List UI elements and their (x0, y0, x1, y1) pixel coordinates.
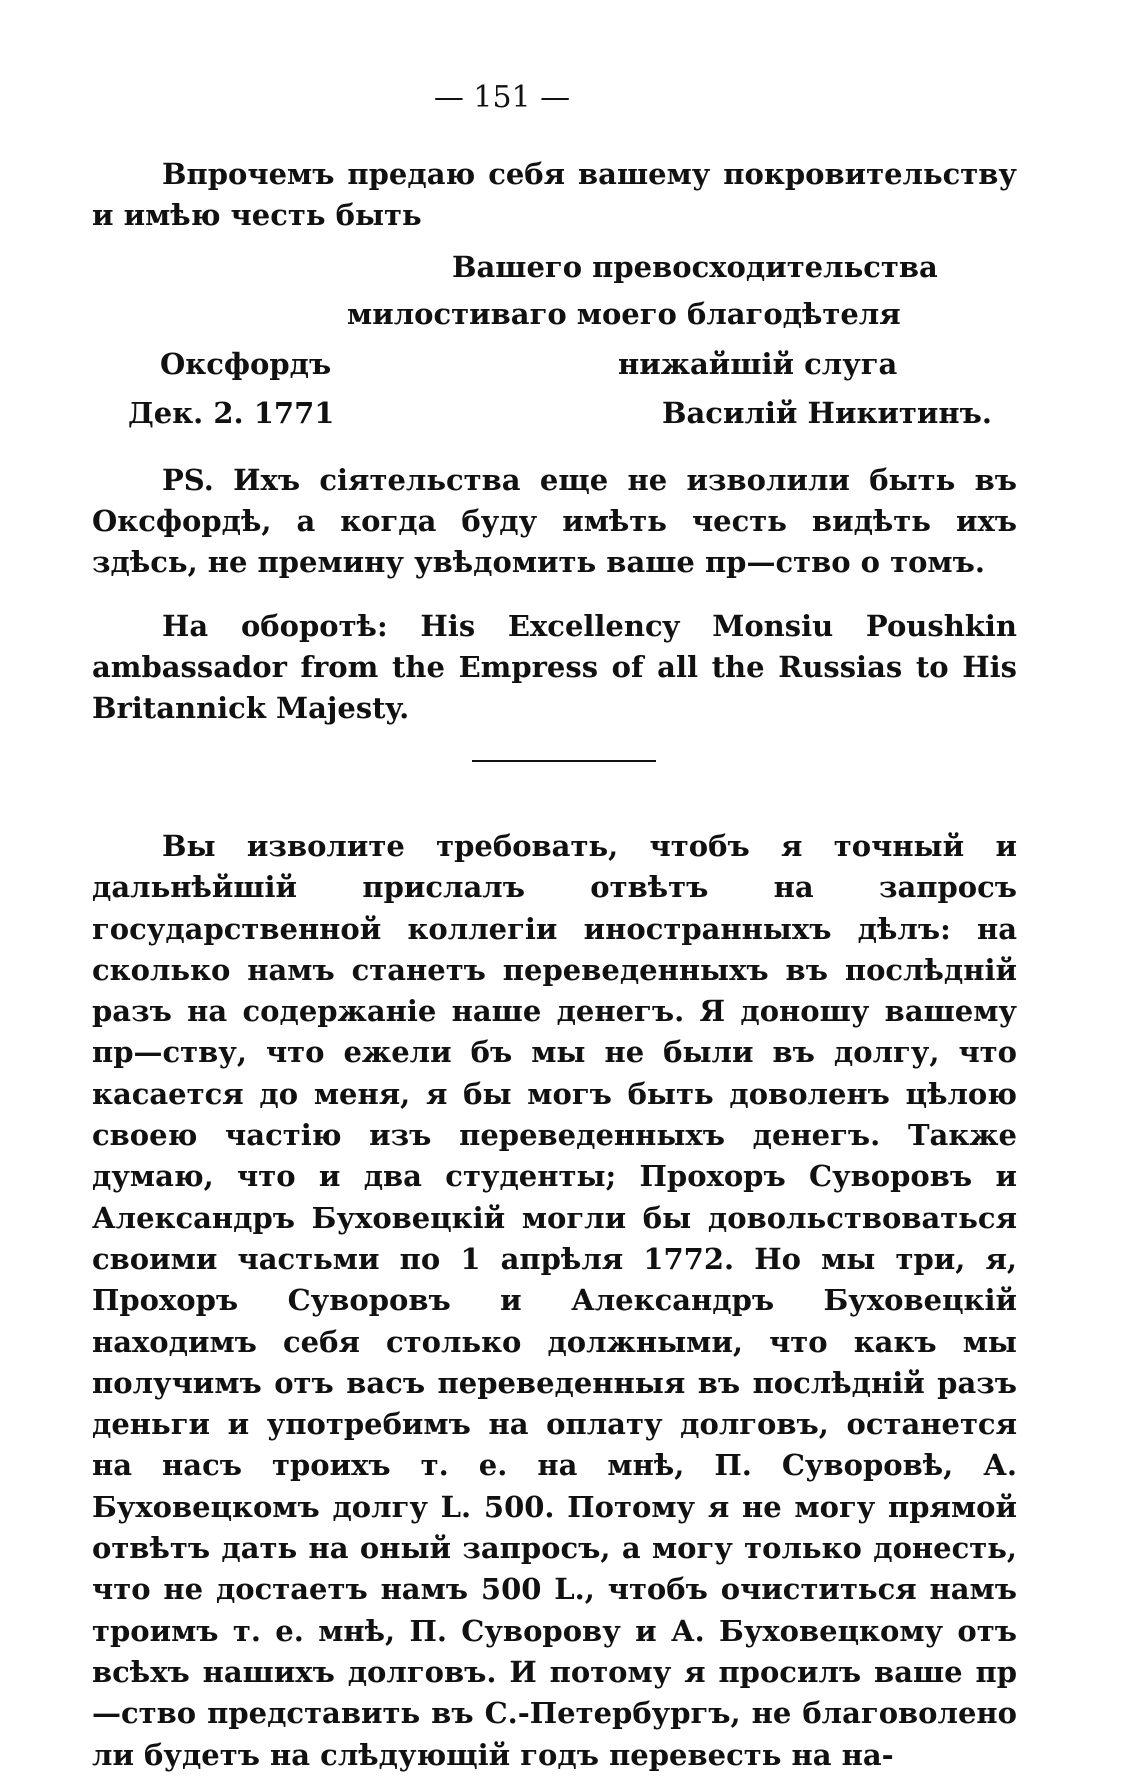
postscript: PS. Ихъ сіятельства еще не изволили быть въ Оксфордѣ, а когда буду имѣть честь видѣть ихъ здѣсь, не премину увѣдомить ваше пр—ство о томъ. (92, 463, 1017, 579)
salutation-line-2: милостиваго моего благодѣтеля (347, 297, 901, 331)
section-divider (472, 760, 656, 762)
letter1-body: Впрочемъ предаю себя вашему покровительству и имѣю честь быть (92, 157, 1017, 232)
letter-place: Оксфордъ (160, 347, 332, 381)
letter2-body: Вы изволите требовать, чтобъ я точный и дальнѣйшій прислалъ отвѣтъ на запросъ государственной коллегіи иностранныхъ дѣлъ: на сколько намъ станетъ переведенныхъ въ послѣдній разъ на содержаніе наше денегъ. Я доношу вашему пр—ству, что ежели бъ мы не были въ долгу, что касается до меня, я бы могъ быть доволенъ цѣлою своею частію изъ переведенныхъ денегъ. Также думаю, что и два студенты; Прохоръ Суворовъ и Александръ Буховецкій могли бы довольствоваться своими частьми по 1 апрѣля 1772. Но мы три, я, Прохоръ Суворовъ и Александръ Буховецкій находимъ себя столько должными, что какъ мы получимъ отъ васъ переведенныя въ послѣдній разъ деньги и употребимъ на оплату долговъ, останется на насъ троихъ т. е. на мнѣ, П. Суворовѣ, А. Буховецкомъ долгу L. 500. Потому я не могу прямой отвѣтъ дать на оный запросъ, а могу только донесть, что не достаетъ намъ 500 L., чтобъ очиститься намъ троимъ т. е. мнѣ, П. Суворову и А. Буховецкому отъ всѣхъ нашихъ долговъ. И потому я просилъ ваше пр—ство представить въ С.-Петербургъ, не благоволено ли будетъ на слѣдующій годъ перевесть на на- (92, 829, 1017, 1772)
letter-date: Дек. 2. 1771 (128, 396, 335, 430)
page-number: — 151 — (433, 80, 571, 115)
salutation-line-1: Вашего превосходительства (452, 250, 938, 284)
signature-name: Василій Никитинъ. (662, 396, 992, 430)
address-note: На оборотѣ: His Excellency Monsiu Poushkin ambassador from the Empress of all the Russias to His Britannick Majesty. (92, 609, 1017, 725)
signature-rank: нижайшій слуга (618, 347, 898, 381)
